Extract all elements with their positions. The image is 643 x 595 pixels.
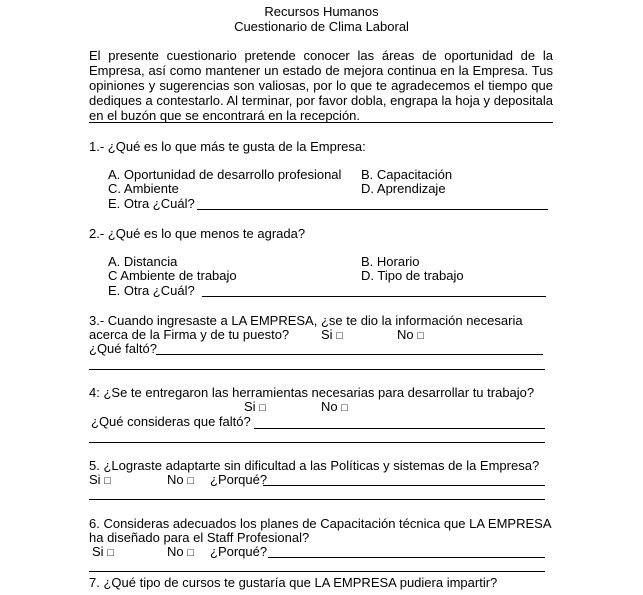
intro-line: en el buzón que se encontrará en la recepción.	[89, 108, 361, 123]
q6-si-option[interactable]	[92, 544, 114, 561]
question-6-cont: ha diseñado para el Staff Profesional?	[89, 530, 310, 545]
q2-option-e: E. Otra ¿Cuál?	[108, 283, 195, 298]
q1-option-d[interactable]: D. Aprendizaje	[361, 181, 446, 196]
q3-answer-line[interactable]	[156, 354, 543, 355]
question-6: 6. Consideras adecuados los planes de Capacitación técnica que LA EMPRESA	[89, 516, 552, 531]
q2-option-a[interactable]: A. Distancia	[108, 254, 178, 269]
q5-answer-line[interactable]	[263, 485, 545, 486]
question-3-cont: acerca de la Firma y de tu puesto?	[89, 327, 290, 342]
q3-si-label: Si	[321, 327, 333, 342]
department-heading: Recursos Humanos	[264, 4, 379, 19]
q6-si-label: Si	[92, 544, 104, 559]
q4-no-option[interactable]	[321, 399, 348, 416]
q5-si-label: Si	[89, 472, 101, 487]
q6-why-label: ¿Porqué?	[210, 544, 268, 559]
q1-option-b[interactable]: B. Capacitación	[361, 167, 453, 182]
q4-no-label: No	[321, 399, 338, 414]
q3-no-option[interactable]	[397, 327, 424, 344]
q5-si-option[interactable]	[89, 472, 111, 489]
q4-answer-line[interactable]	[254, 428, 545, 429]
q2-option-b[interactable]: B. Horario	[361, 254, 420, 269]
intro-divider	[89, 122, 553, 123]
checkbox-icon[interactable]: □	[259, 402, 266, 414]
q3-si-option[interactable]	[321, 327, 343, 344]
q2-other-answer-line[interactable]	[202, 296, 546, 297]
q3-no-label: No	[397, 327, 414, 342]
question-2: 2.- ¿Qué es lo que menos te agrada?	[89, 226, 306, 241]
q6-no-option[interactable]	[167, 544, 194, 561]
q6-answer-line[interactable]	[268, 557, 545, 558]
question-5: 5. ¿Lograste adaptarte sin dificultad a las Políticas y sistemas de la Empresa?	[89, 458, 540, 473]
checkbox-icon[interactable]: □	[336, 330, 343, 342]
checkbox-icon[interactable]: □	[341, 402, 348, 414]
q6-answer-line[interactable]	[89, 571, 545, 572]
q5-no-label: No	[167, 472, 184, 487]
intro-line: Empresa, así como mantener un estado de mejora continua en la Empresa. Tus	[89, 63, 553, 78]
intro-line: El presente cuestionario pretende conocer las áreas de oportunidad de la	[89, 48, 553, 63]
q1-other-answer-line[interactable]	[197, 209, 548, 210]
q3-answer-line[interactable]	[89, 369, 545, 370]
checkbox-icon[interactable]: □	[107, 547, 114, 559]
question-4: 4: ¿Se te entregaron las herramientas necesarias para desarrollar tu trabajo?	[89, 385, 535, 400]
checkbox-icon[interactable]: □	[417, 330, 424, 342]
q1-option-c[interactable]: C. Ambiente	[108, 181, 179, 196]
q4-answer-line[interactable]	[89, 442, 545, 443]
checkbox-icon[interactable]: □	[104, 475, 111, 487]
q5-answer-line[interactable]	[89, 499, 545, 500]
question-7: 7. ¿Qué tipo de cursos te gustaría que LA EMPRESA pudiera impartir?	[89, 575, 498, 590]
question-1: 1.- ¿Qué es lo que más te gusta de la Empresa:	[89, 139, 366, 154]
checkbox-icon[interactable]: □	[187, 475, 194, 487]
q5-why-label: ¿Porqué?	[210, 472, 268, 487]
q4-missing-label: ¿Qué consideras que faltó?	[91, 414, 251, 429]
q2-option-c[interactable]: C Ambiente de trabajo	[108, 268, 237, 283]
document-title: Cuestionario de Clima Laboral	[234, 19, 409, 34]
intro-paragraph	[89, 48, 553, 123]
q5-no-option[interactable]	[167, 472, 194, 489]
question-3: 3.- Cuando ingresaste a LA EMPRESA, ¿se te dio la información necesaria	[89, 313, 523, 328]
intro-line: dediques a contestarlo. Al terminar, por favor dobla, engrapa la hoja y depositala	[89, 93, 553, 108]
q6-no-label: No	[167, 544, 184, 559]
q4-si-label: Si	[244, 399, 256, 414]
q3-missing-label: ¿Qué faltó?	[89, 341, 157, 356]
q2-option-d[interactable]: D. Tipo de trabajo	[361, 268, 464, 283]
q1-option-a[interactable]: A. Oportunidad de desarrollo profesional	[108, 167, 342, 182]
checkbox-icon[interactable]: □	[187, 547, 194, 559]
q1-option-e: E. Otra ¿Cuál?	[108, 196, 195, 211]
intro-line: opiniones y sugerencias son valiosas, por lo que te agradecemos el tiempo que	[89, 78, 553, 93]
